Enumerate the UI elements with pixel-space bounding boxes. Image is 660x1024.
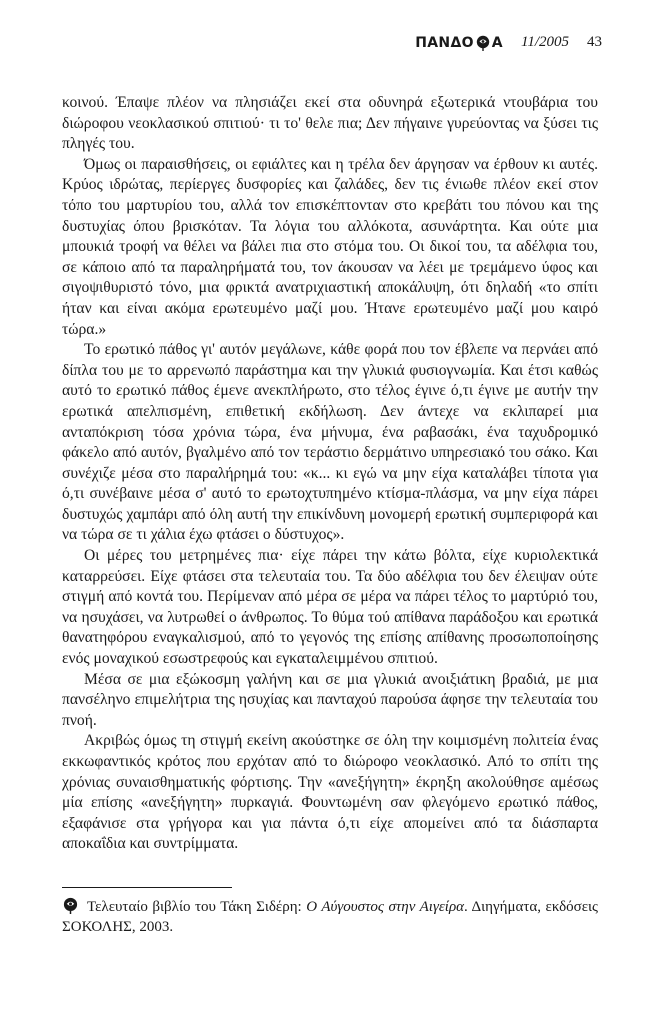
paragraph: Οι μέρες του μετρημένες πια· είχε πάρει την κάτω βόλτα, είχε κυριολεκτικά καταρρεύσει. Είχε φτάσει στα τελευταία του. Τα δύο αδέλφια του δεν έλειψαν ούτε στιγμή από κοντά του. Περίμεναν από μέρα σε μέρα να πάρει τέλος το μαρτύριό του, να ησυχάσει, να λυτρωθεί ο άνθρωπος. Το θύμα τού απίθανα παράδοξου και ερωτικά θανατηφόρου εναγκαλισμού, από το γεγονός της επίσης απίθανης προσωποποίησης ενός μοναχικού εσωστρεφούς και εγκαταλειμμένου σπιτιού. [62,547,598,668]
journal-name [415,35,503,51]
footnote-marker-icon [62,897,79,914]
journal-name-right: Α [491,34,503,51]
footnote-book-title: Ο Αύγουστος στην Αιγείρα [306,899,465,915]
footnote [62,897,598,937]
paragraph: Μέσα σε μια εξώκοσμη γαλήνη και σε μια γλυκιά ανοιξιάτικη βραδιά, με μια πανσέληνο επιμελήτρια της ησυχίας και πανταχού παρούσα άφησε την τελευταία του πνοή. [62,670,598,729]
paragraph: Ακριβώς όμως τη στιγμή εκείνη ακούστηκε σε όλη την κοιμισμένη πολιτεία ένας εκκωφαντικός κρότος που ερχόταν από το διώροφο νεοκλασικό. Από το σπίτι της χρόνιας συναισθηματικής φόρτισης. Την «ανεξήγητη» έκρηξη ακολούθησε αμέσως μία επίσης «ανεξήγητη» πυρκαγιά. Φουντωμένη σαν φλεγόμενο ερωτικό πάθος, εξαφάνισε στα γρήγορα και για πάντα ό,τι είχε απομείνει από τα διάσπαρτα αποκαΐδια και συντρίμματα. [62,732,598,853]
paragraph: κοινού. Έπαψε πλέον να πλησιάζει εκεί στα οδυνηρά εξωτερικά ντουβάρια του διώροφου νεοκλασικού σπιτιού· τι το' θελε πια; Δεν πήγαινε γυρεύοντας να ξύσει τις πληγές του. [62,94,598,153]
journal-name-left: ΠΑΝΔΟ [415,34,474,51]
page-number: 43 [587,34,602,50]
issue-number: 11/2005 [520,34,569,50]
footnote-suffix: . Διηγήματα, εκδόσεις ΣΟΚΟΛΗΣ, 2003. [62,899,598,935]
story-body [62,93,598,855]
running-head [415,34,602,51]
footnote-rule [62,887,232,888]
footnote-prefix: Τελευταίο βιβλίο του Τάκη Σιδέρη: [87,899,307,915]
paragraph: Όμως οι παραισθήσεις, οι εφιάλτες και η τρέλα δεν άργησαν να έρθουν κι αυτές. Κρύος ιδρώτας, περίεργες δυσφορίες και ζαλάδες, δεν τις ένιωθε πλέον εκεί στον τόπο του μαρτυρίου του, αλλά τον επισκέπτονταν στο κρεβάτι του πόνου και της δυστυχίας όπου βρισκόταν. Τα λόγια του αλλόκοτα, ασυνάρτητα. Και ούτε μια μπουκιά τροφή να θέλει να βάλει πια στο στόμα του. Οι δικοί του, τα αδέλφια του, σε κάποιο από τα παραληρήματά του, τον άκουσαν να λέει με τρεμάμενο ύφος και σιγοψιθυριστό τόνο, μια φρικτά ανατριχιαστική αποκάλυψη, ότι δηλαδή «το σπίτι ήταν και είναι ακόμα ερωτευμένο μαζί μου. Ήτανε ερωτευμένο μαζί μου καιρό τώρα.» [62,155,598,338]
pandora-logo-icon [475,35,491,51]
paragraph: Το ερωτικό πάθος γι' αυτόν μεγάλωνε, κάθε φορά που τον έβλεπε να περνάει από δίπλα του με το αρρενωπό παράστημα και την γλυκιά φυσιογνωμία. Και έτσι καθώς αυτό το ερωτικό πάθος έμενε ανεκπλήρωτο, στο τέλος έγινε ό,τι έγινε με αυτήν την ερωτικά απελπισμένη, επιθετική εκδήλωση. Δεν άντεχε να εκλιπαρεί μια ανταπόκριση τόσα χρόνια τώρα, ένα μήνυμα, ένα ραβασάκι, ένα ταχυδρομικό φάκελο από αυτόν, βγαλμένο από τον τεράστιο δερμάτινο υπηρεσιακό του σάκο. Και συνέχιζε μέσα στο παραλήρημά του: «κ... κι εγώ να μην είχα καταλάβει τίποτα για ό,τι συνέβαινε μέσα σ' αυτό το ερωτοχτυπημένο κτίσμα-πλάσμα, να μην είχα πάρει δυστυχώς χαμπάρι από όλη αυτή την επικίνδυνη μονομερή ερωτική συμπεριφορά και να τώρα σε τι χάλια έχω φτάσει ο δύστυχος». [62,341,598,544]
